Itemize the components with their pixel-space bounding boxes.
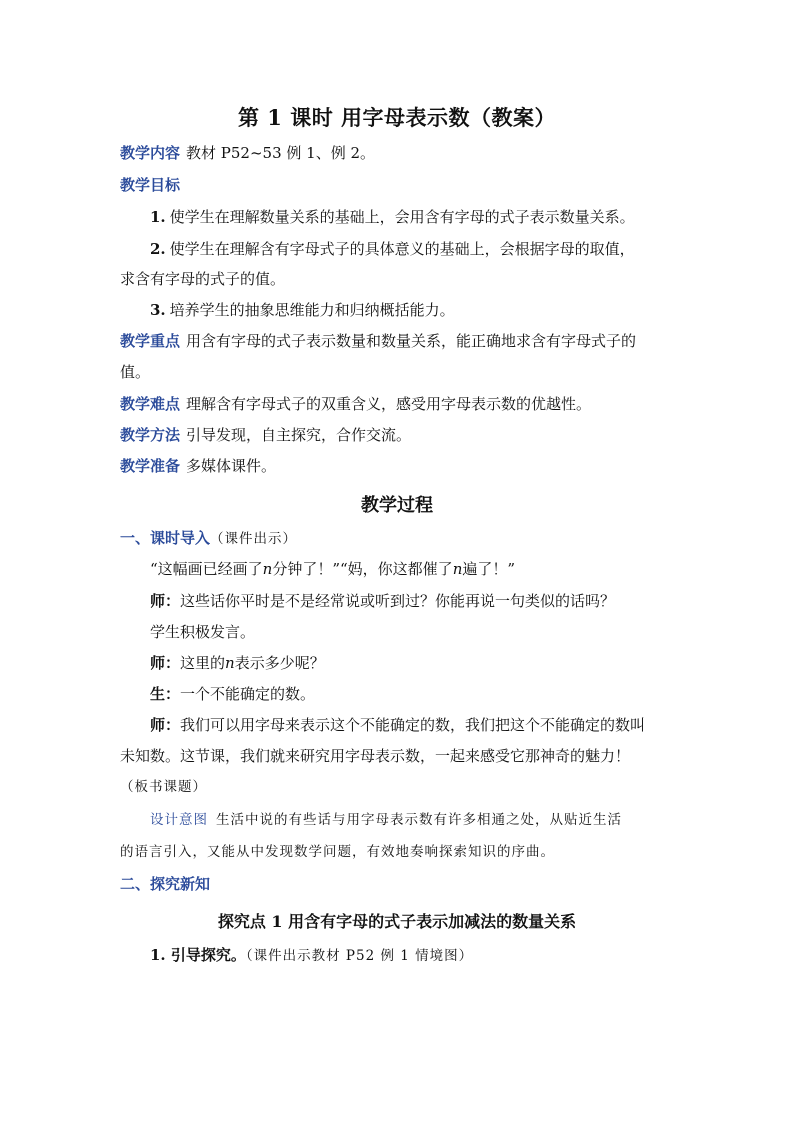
objective-item-1: 1. 使学生在理解数量关系的基础上，会用含有字母的式子表示数量关系。 bbox=[150, 208, 635, 226]
student-line-1: 学生积极发言。 bbox=[150, 623, 256, 641]
methods: 教学方法 引导发现，自主探究，合作交流。 bbox=[120, 426, 412, 444]
section-1-heading: 一、课时导入（课件出示） bbox=[120, 529, 298, 547]
objective-item-3: 3. 培养学生的抽象思维能力和归纳概括能力。 bbox=[150, 301, 455, 319]
teacher-line-3-cont: 未知数。这节课，我们就来研究用字母表示数，一起来感受它那神奇的魅力！ bbox=[120, 747, 631, 765]
key-points-cont: 值。 bbox=[120, 363, 151, 381]
objectives-label: 教学目标 bbox=[120, 176, 181, 194]
teacher-line-3: 师：我们可以用字母来表示这个不能确定的数，我们把这个不能确定的数叫 bbox=[150, 716, 646, 734]
page-title: 第 1 课时 用字母表示数（教案） bbox=[237, 105, 557, 130]
board-note: （板书课题） bbox=[120, 779, 207, 795]
process-heading: 教学过程 bbox=[361, 495, 433, 516]
objective-item-2-cont: 求含有字母的式子的值。 bbox=[120, 270, 286, 288]
step-1: 1. 引导探究。（课件出示教材 P52 例 1 情境图） bbox=[150, 946, 474, 964]
teaching-content-text: 教材 P52~53 例 1、例 2。 bbox=[186, 144, 376, 162]
teacher-line-2: 师：这里的n表示多少呢？ bbox=[150, 654, 325, 672]
preparation: 教学准备 多媒体课件。 bbox=[120, 457, 277, 475]
section-2-heading: 二、探究新知 bbox=[120, 875, 211, 893]
teaching-content-label: 教学内容 bbox=[120, 144, 181, 162]
difficulties: 教学难点 理解含有字母式子的双重含义，感受用字母表示数的优越性。 bbox=[120, 395, 592, 413]
key-points: 教学重点 用含有字母的式子表示数量和数量关系，能正确地求含有字母式子的 bbox=[120, 332, 637, 350]
teacher-line-1: 师：这些话你平时是不是经常说或听到过？你能再说一句类似的话吗？ bbox=[150, 592, 616, 610]
design-intent: 设计意图 生活中说的有些话与用字母表示数有许多相通之处，从贴近生活 bbox=[150, 812, 622, 828]
teaching-content bbox=[120, 143, 375, 163]
objective-item-2: 2. 使学生在理解含有字母式子的具体意义的基础上，会根据字母的取值， bbox=[150, 240, 635, 258]
exploration-point-1-heading: 探究点 1 用含有字母的式子表示加减法的数量关系 bbox=[217, 912, 577, 931]
student-line-2: 生：一个不能确定的数。 bbox=[150, 685, 316, 703]
design-intent-cont: 的语言引入，又能从中发现数学问题，有效地奏响探索知识的序曲。 bbox=[120, 844, 555, 860]
intro-quote: “这幅画已经画了n分钟了！”“妈，你这都催了n遍了！” bbox=[150, 560, 516, 578]
